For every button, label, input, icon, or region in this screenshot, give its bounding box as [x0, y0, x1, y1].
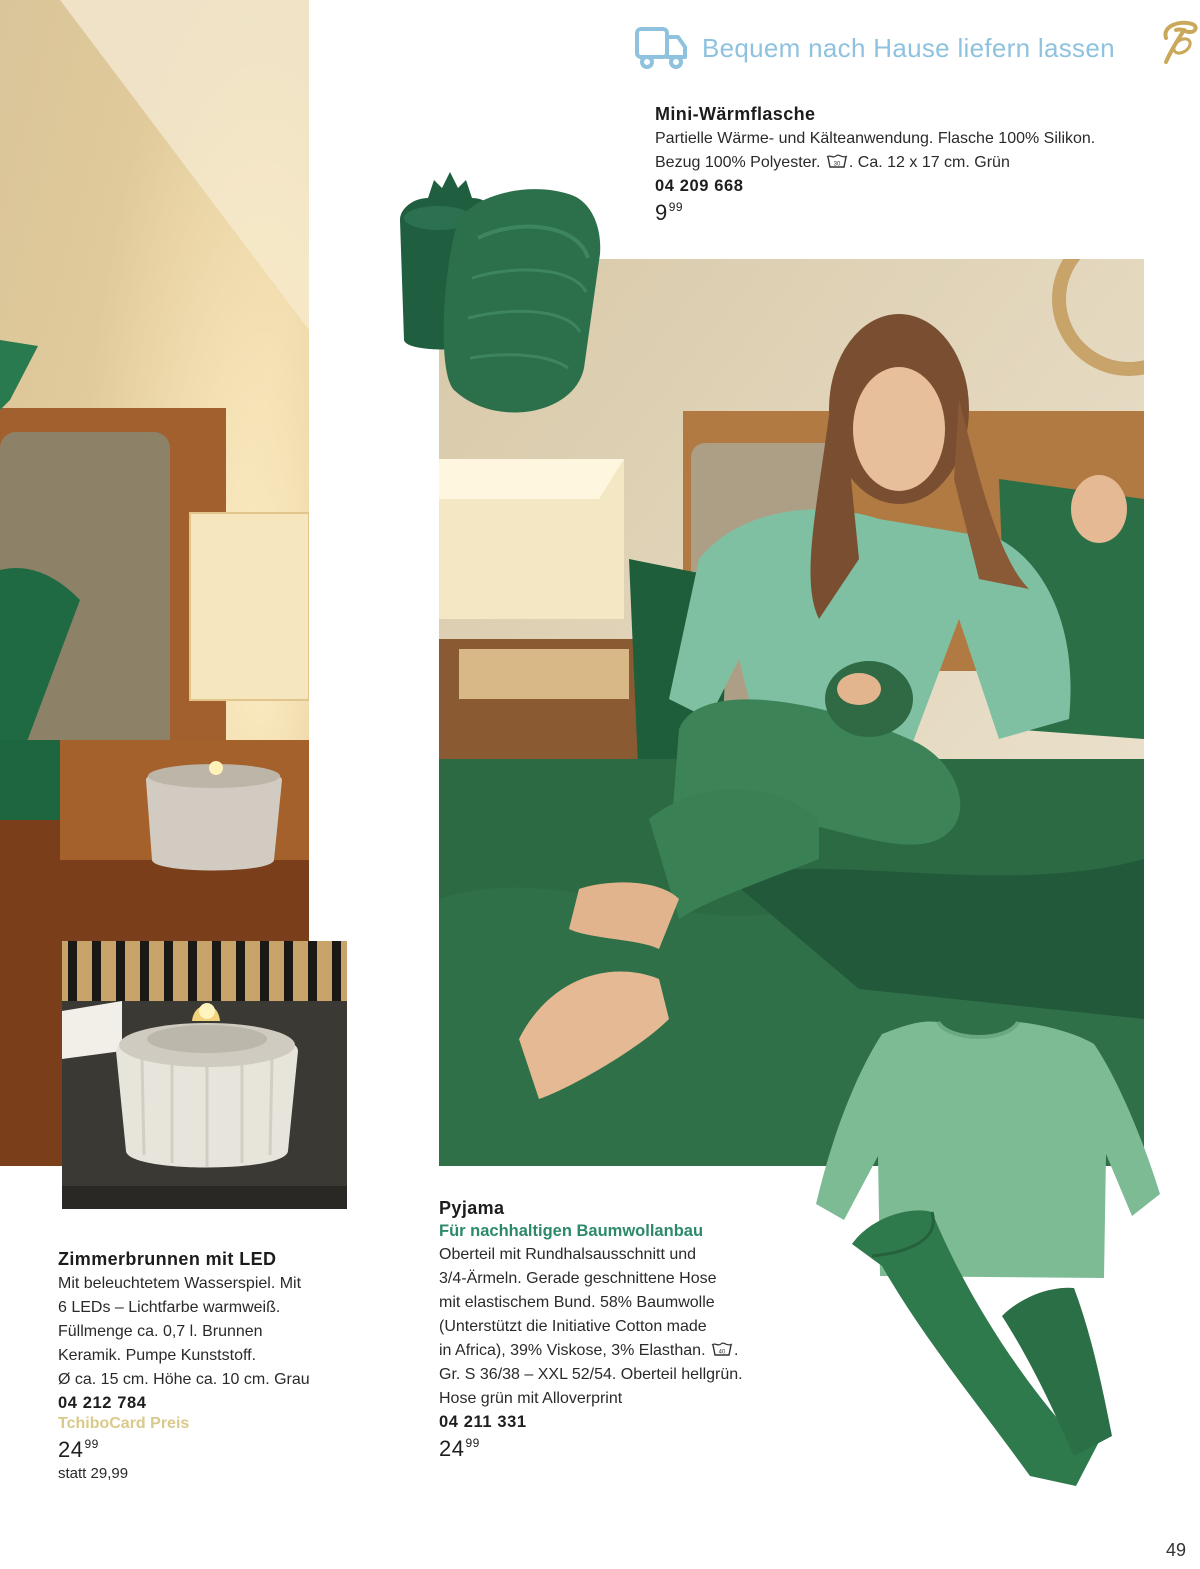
description-line	[655, 151, 1155, 175]
product-description	[439, 1243, 799, 1411]
description-line: Gr. S 36/38 – XXL 52/54. Oberteil hellgrün.	[439, 1366, 743, 1383]
product-description	[58, 1272, 348, 1392]
article-number: 04 212 784	[58, 1394, 147, 1412]
price-cents: 99	[84, 1437, 99, 1451]
svg-text:30: 30	[833, 161, 841, 168]
price-cents: 99	[668, 200, 684, 214]
delivery-banner-text: Bequem nach Hause liefern lassen	[702, 32, 1115, 63]
description-line: Hose grün mit Alloverprint	[439, 1390, 623, 1407]
page-number: 49	[1165, 1540, 1186, 1560]
description-text: in Africa), 39% Viskose, 3% Elasthan.	[439, 1342, 706, 1359]
description-line	[439, 1339, 799, 1363]
description-line: Partielle Wärme- und Kälteanwendung. Flasche 100% Silikon.	[655, 130, 1096, 147]
price-main: 24	[58, 1437, 84, 1462]
product-title: Zimmerbrunnen mit LED	[58, 1249, 277, 1269]
fountain-closeup-photo	[62, 941, 347, 1209]
delivery-banner[interactable]	[634, 24, 1115, 72]
mini-hot-water-bottle-image	[378, 168, 610, 426]
wash-30-icon	[826, 153, 848, 169]
product-zimmerbrunnen[interactable]	[58, 1249, 348, 1482]
price	[655, 200, 1155, 226]
product-pyjama[interactable]	[439, 1198, 799, 1462]
description-line: (Unterstützt die Initiative Cotton made	[439, 1318, 707, 1335]
description-text: .	[733, 1342, 739, 1359]
description-line: Füllmenge ca. 0,7 l. Brunnen	[58, 1323, 263, 1340]
price-cents: 99	[465, 1436, 480, 1450]
description-text: . Ca. 12 x 17 cm. Grün	[848, 154, 1010, 171]
article-number: 04 211 331	[439, 1413, 527, 1431]
product-mini-waermflasche[interactable]	[655, 104, 1155, 226]
description-line: 3/4-Ärmeln. Gerade geschnittene Hose	[439, 1270, 717, 1287]
price	[439, 1436, 799, 1462]
article-number: 04 209 668	[655, 177, 744, 195]
sustainability-subtitle: Für nachhaltigen Baumwollanbau	[439, 1222, 704, 1240]
old-price: statt 29,99	[58, 1465, 129, 1482]
pyjama-product-image	[812, 1016, 1164, 1488]
description-line: Keramik. Pumpe Kunststoff.	[58, 1347, 257, 1364]
tchibocard-price-label: TchiboCard Preis	[58, 1415, 190, 1432]
description-line: 6 LEDs – Lichtfarbe warmweiß.	[58, 1299, 281, 1316]
tchibo-coffee-bean-logo-icon	[1158, 18, 1200, 66]
product-description	[655, 127, 1155, 175]
delivery-truck-icon	[634, 25, 688, 71]
svg-text:40: 40	[718, 1349, 726, 1356]
price-main: 9	[655, 200, 668, 225]
description-line: Oberteil mit Rundhalsausschnitt und	[439, 1246, 697, 1263]
product-title: Pyjama	[439, 1198, 505, 1218]
wash-40-icon	[711, 1341, 733, 1357]
product-title: Mini-Wärmflasche	[655, 104, 816, 124]
description-text: Bezug 100% Polyester.	[655, 154, 821, 171]
price	[58, 1437, 348, 1463]
description-line: Mit beleuchtetem Wasserspiel. Mit	[58, 1275, 302, 1292]
description-line: mit elastischem Bund. 58% Baumwolle	[439, 1294, 715, 1311]
description-line: Ø ca. 15 cm. Höhe ca. 10 cm. Grau	[58, 1371, 310, 1388]
price-main: 24	[439, 1436, 465, 1461]
